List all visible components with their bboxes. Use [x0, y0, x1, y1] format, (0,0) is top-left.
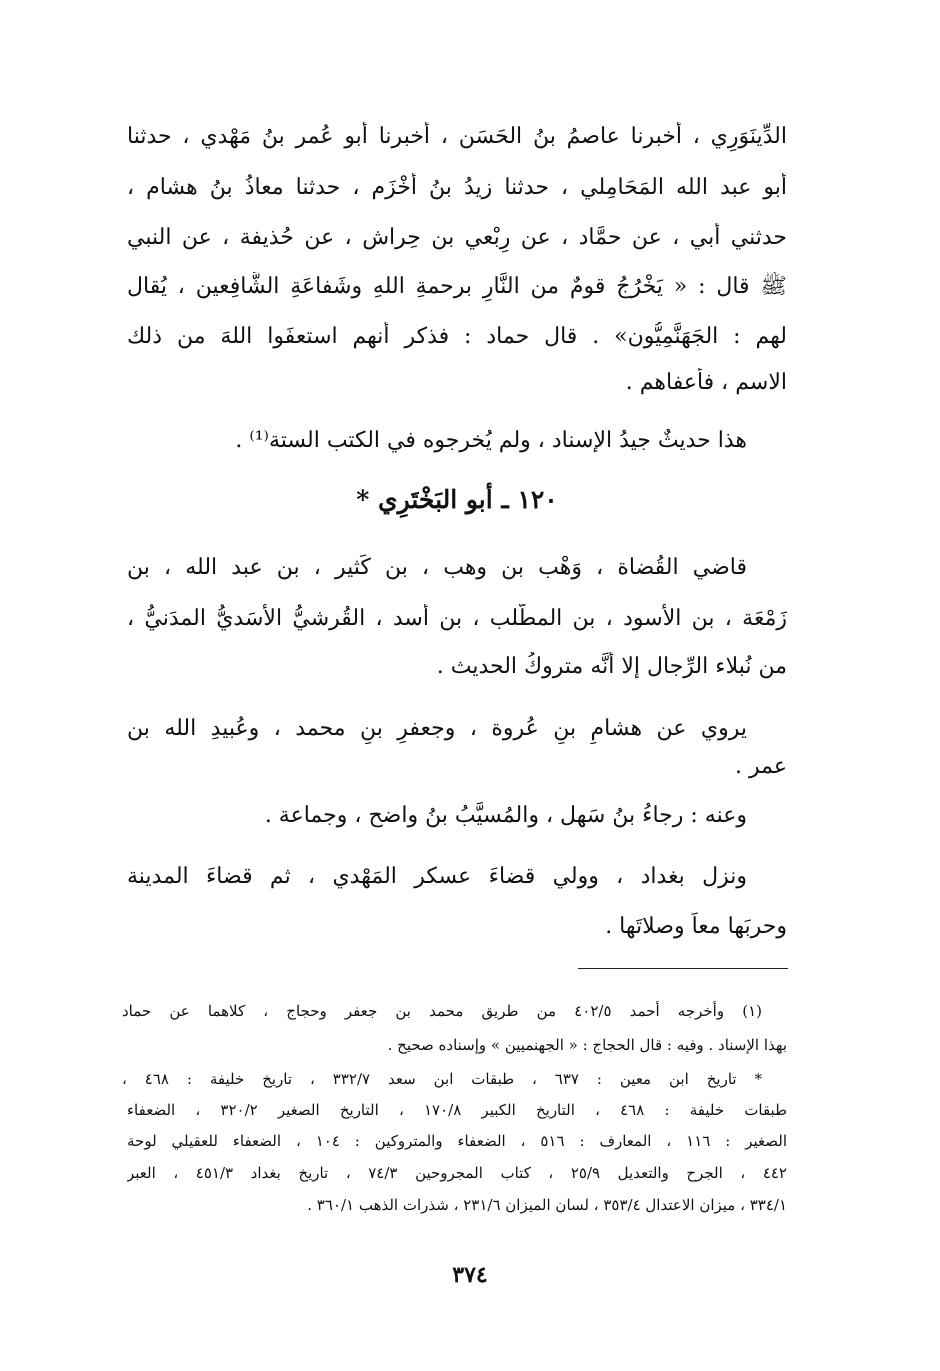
- footnote-line: * تاريخ ابن معين : ٦٣٧ ، طبقات ابن سعد ٣٣٢/٧ ، تاريخ خليفة : ٤٦٨ ،: [122, 1070, 762, 1088]
- text-line: لهم : الجَهَنَّمِيُّون» . قال حماد : فذكر أنهم استعفَوا اللهَ من ذلك: [127, 324, 787, 349]
- text-line: هذا حديثٌ جيدُ الإسناد ، ولم يُخرجوه في الكتب الستة⁽¹⁾ .: [235, 428, 747, 453]
- footnote-line: بهذا الإسناد . وفيه : قال الحجاج : « الجهنميين » وإسناده صحيح .: [387, 1036, 787, 1054]
- footnote-line: الصغير : ١١٦ ، المعارف : ٥١٦ ، الضعفاء والمتروكين : ١٠٤ ، الضعفاء للعقيلي لوحة: [127, 1132, 787, 1150]
- text-line: الدِّينَوَرِي ، أخبرنا عاصمُ بنُ الحَسَن ، أخبرنا أبو عُمر بنُ مَهْدي ، حدثنا: [127, 124, 787, 149]
- text-line: حدثني أبي ، عن حمَّاد ، عن رِبْعي بن حِراش ، عن حُذيفة ، عن النبي: [127, 225, 787, 250]
- text-line: قاضي القُضاة ، وَهْب بن وهب ، بن كَثير ، بن عبد الله ، بن: [127, 555, 747, 580]
- text-line: وحربَها معاً وصلاتَها .: [605, 914, 787, 939]
- text-line: وعنه : رجاءُ بنُ سَهل ، والمُسيَّبُ بنُ واضح ، وجماعة .: [264, 803, 747, 828]
- entry-heading: ١٢٠ ـ أبو البَخْتَرِي *: [356, 485, 558, 514]
- text-line: زَمْعَة ، بن الأسود ، بن المطَّلب ، بن أسد ، القُرشيُّ الأَسَديُّ المدَنيُّ ،: [127, 606, 787, 631]
- footnote-line: ٣٣٤/١ ، ميزان الاعتدال ٣٥٣/٤ ، لسان الميزان ٢٣١/٦ ، شذرات الذهب ٣٦٠/١ .: [307, 1196, 787, 1214]
- footnote-line: (١) وأخرجه أحمد ٤٠٢/٥ من طريق محمد بن جعفر وحجاج ، كلاهما عن حماد: [122, 1002, 762, 1020]
- footnote-line: طبقات خليفة : ٤٦٨ ، التاريخ الكبير ١٧٠/٨ ، التاريخ الصغير ٣٢٠/٢ ، الضعفاء: [127, 1101, 787, 1119]
- footnote-line: ٤٤٢ ، الجرح والتعديل ٢٥/٩ ، كتاب المجروحين ٧٤/٣ ، تاريخ بغداد ٤٥١/٣ ، العبر: [127, 1164, 787, 1182]
- text-line: ﷺ قال : « يَخْرُجُ قومٌ من النَّارِ برحمةِ اللهِ وشَفاعَةِ الشَّافِعين ، يُقال: [127, 274, 787, 299]
- page-number: ٣٧٤: [452, 1262, 488, 1288]
- text-line: الاسم ، فأعفاهم .: [625, 370, 787, 395]
- text-line: عمر .: [735, 754, 787, 779]
- text-line: من نُبلاء الرِّجال إلا أنَّه متروكُ الحديث .: [436, 654, 787, 679]
- text-line: ونزل بغداد ، وولي قضاءَ عسكر المَهْدي ، ثم قضاءَ المدينة: [127, 864, 747, 889]
- footnote-divider: [578, 968, 788, 969]
- text-line: أبو عبد الله المَحَامِلي ، حدثنا زيدُ بنُ أَخْزَم ، حدثنا معاذُ بنُ هشام ،: [127, 175, 787, 200]
- text-line: يروي عن هشامِ بنِ عُروة ، وجعفرِ بنِ محمد ، وعُبيدِ الله بن: [127, 716, 747, 741]
